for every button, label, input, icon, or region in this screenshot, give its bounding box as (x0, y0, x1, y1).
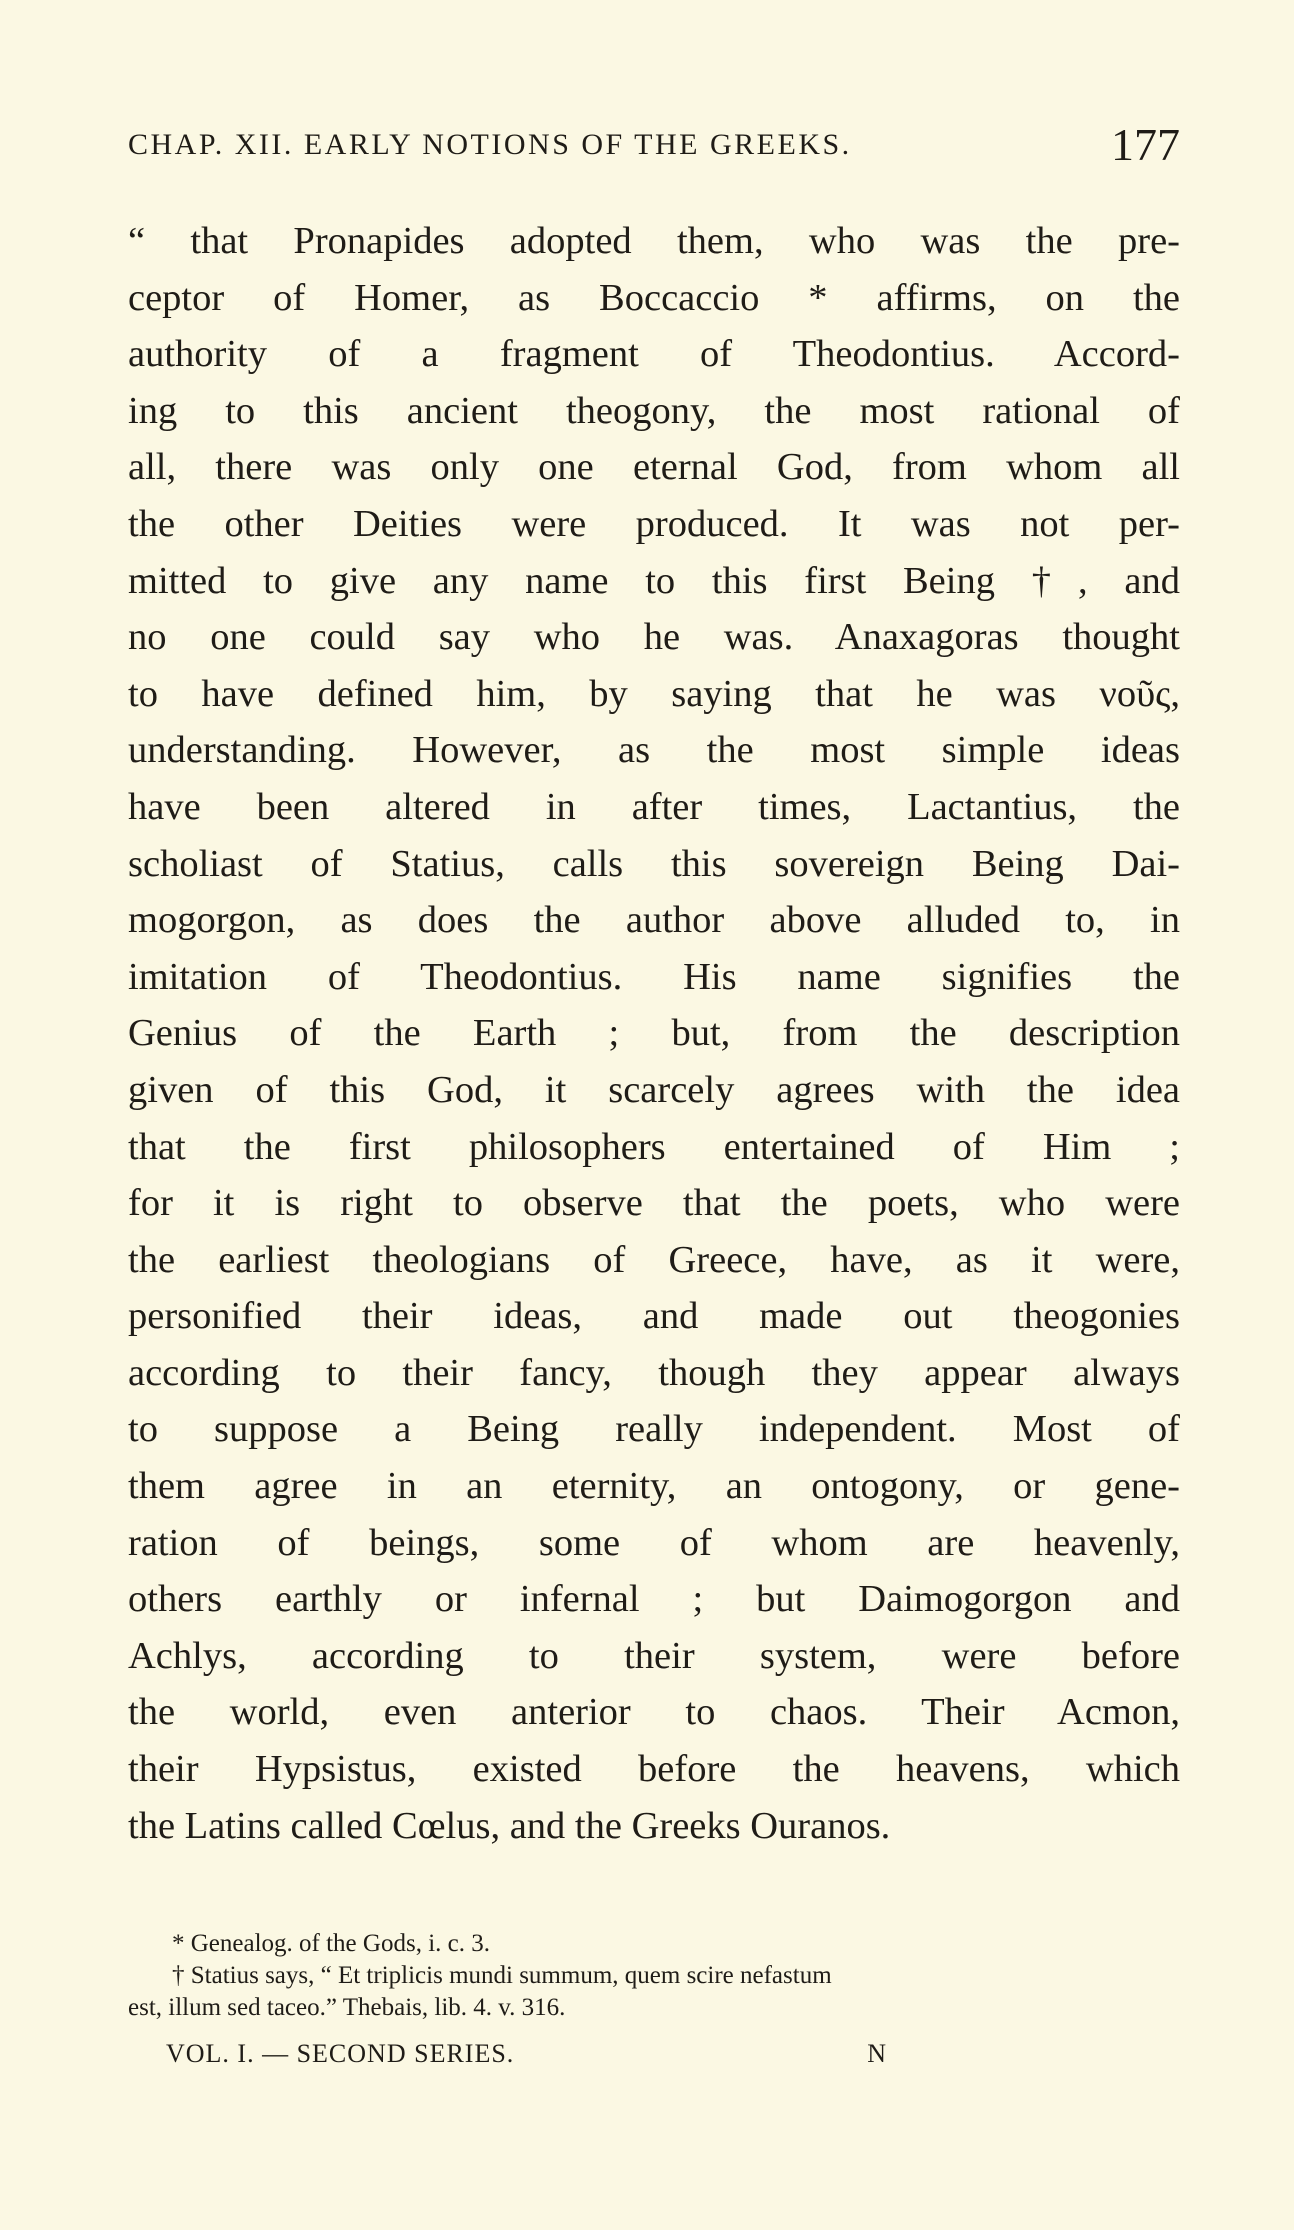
volume-series: VOL. I. — SECOND SERIES. (166, 2039, 515, 2068)
text-line: them agree in an eternity, an ontogony, or gene- (128, 1465, 1180, 1508)
signature-mark: N (867, 2039, 886, 2068)
text-line: the other Deities were produced. It was not per- (128, 502, 1180, 545)
text-line: given of this God, it scarcely agrees with the idea (128, 1068, 1180, 1111)
footnote-2-continued: est, illum sed taceo.” Thebais, lib. 4. v. 316. (128, 1994, 566, 2021)
text-line: the Latins called Cœlus, and the Greeks Ouranos. (128, 1804, 891, 1847)
footnote-1: * Genealog. of the Gods, i. c. 3. (172, 1930, 490, 1957)
text-line: no one could say who he was. Anaxagoras thought (128, 616, 1180, 659)
text-line: imitation of Theodontius. His name signifies the (128, 955, 1180, 998)
footnotes (128, 1928, 1180, 2024)
text-line: mitted to give any name to this first Being †, and (128, 559, 1180, 602)
text-line: for it is right to observe that the poets, who were (128, 1182, 1180, 1225)
text-line: to suppose a Being really independent. Most of (128, 1408, 1180, 1451)
text-line: ration of beings, some of whom are heavenly, (128, 1521, 1180, 1564)
text-line: others earthly or infernal ; but Daimogorgon and (128, 1578, 1180, 1621)
text-line: “ that Pronapides adopted them, who was the pre- (128, 220, 1180, 262)
text-line: the earliest theologians of Greece, have, as it were, (128, 1238, 1180, 1281)
text-line: scholiast of Statius, calls this sovereign Being Dai- (128, 842, 1180, 885)
text-line: ceptor of Homer, as Boccaccio * affirms, on the (128, 276, 1180, 319)
text-line: authority of a fragment of Theodontius. Accord- (128, 333, 1180, 376)
text-line: to have defined him, by saying that he was νοῦς, (128, 672, 1180, 715)
running-head: CHAP. XII. EARLY NOTIONS OF THE GREEKS. (128, 128, 852, 161)
page-header (128, 118, 1180, 178)
text-line: all, there was only one eternal God, from whom all (128, 446, 1180, 489)
text-line: that the first philosophers entertained of Him ; (128, 1125, 1180, 1168)
text-line: their Hypsistus, existed before the heavens, which (128, 1748, 1180, 1791)
footnote-2: † Statius says, “ Et triplicis mundi summum, quem scire nefastum (172, 1962, 832, 1989)
text-line: personified their ideas, and made out theogonies (128, 1295, 1180, 1338)
text-line: ing to this ancient theogony, the most rational of (128, 389, 1180, 432)
text-line: the world, even anterior to chaos. Their Acmon, (128, 1691, 1180, 1734)
page-number: 177 (1111, 119, 1180, 170)
body-text (128, 213, 1180, 1854)
text-line: according to their fancy, though they appear always (128, 1351, 1180, 1394)
text-line: have been altered in after times, Lactantius, the (128, 785, 1180, 828)
text-line: Achlys, according to their system, were before (128, 1634, 1180, 1677)
text-line: Genius of the Earth ; but, from the description (128, 1012, 1180, 1055)
signature-line (166, 2039, 886, 2073)
text-line: understanding. However, as the most simple ideas (128, 729, 1180, 772)
text-line: mogorgon, as does the author above alluded to, in (128, 899, 1180, 942)
